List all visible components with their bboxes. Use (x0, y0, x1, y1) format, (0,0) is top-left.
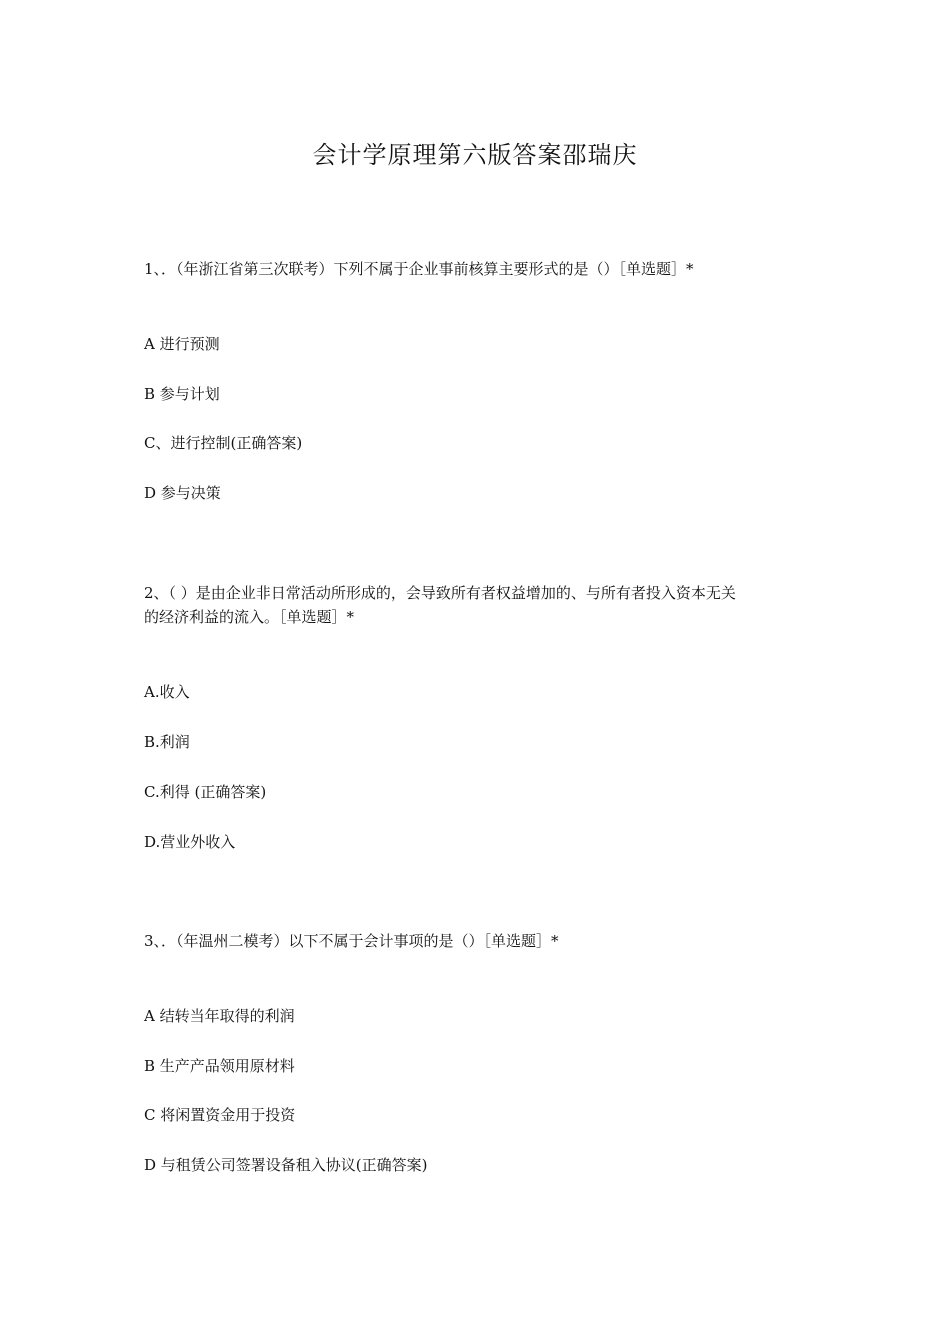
question-2-option-d: D.营业外收入 (144, 833, 236, 851)
question-3-option-b: B 生产产品领用原材料 (144, 1057, 295, 1075)
question-1-option-b: B 参与计划 (144, 385, 220, 403)
document-title: 会计学原理第六版答案邵瑞庆 (312, 141, 638, 169)
question-3-option-c: C 将闲置资金用于投资 (144, 1106, 296, 1124)
question-3-option-a: A 结转当年取得的利润 (144, 1007, 295, 1025)
question-3-option-d: D 与租赁公司签署设备租入协议(正确答案) (144, 1156, 428, 1174)
question-1-option-d: D 参与决策 (144, 484, 221, 502)
question-2-option-b: B.利润 (144, 733, 190, 751)
question-1-text: 1、．（年浙江省第三次联考）下列不属于企业事前核算主要形式的是（）［单选题］* (144, 260, 694, 278)
question-1-option-c: C、进行控制(正确答案) (144, 434, 303, 452)
question-1-option-a: A 进行预测 (144, 335, 220, 353)
question-3-text: 3、．（年温州二模考）以下不属于会计事项的是（）［单选题］* (144, 932, 559, 950)
question-2-text-line-2: 的经济利益的流入。［单选题］* (144, 608, 355, 626)
question-2-option-c: C.利得 (正确答案) (144, 783, 267, 801)
question-2-option-a: A.收入 (144, 683, 190, 701)
question-2-text-line-1: 2、（ ）是由企业非日常活动所形成的，会导致所有者权益增加的、与所有者投入资本无关 (144, 584, 736, 602)
